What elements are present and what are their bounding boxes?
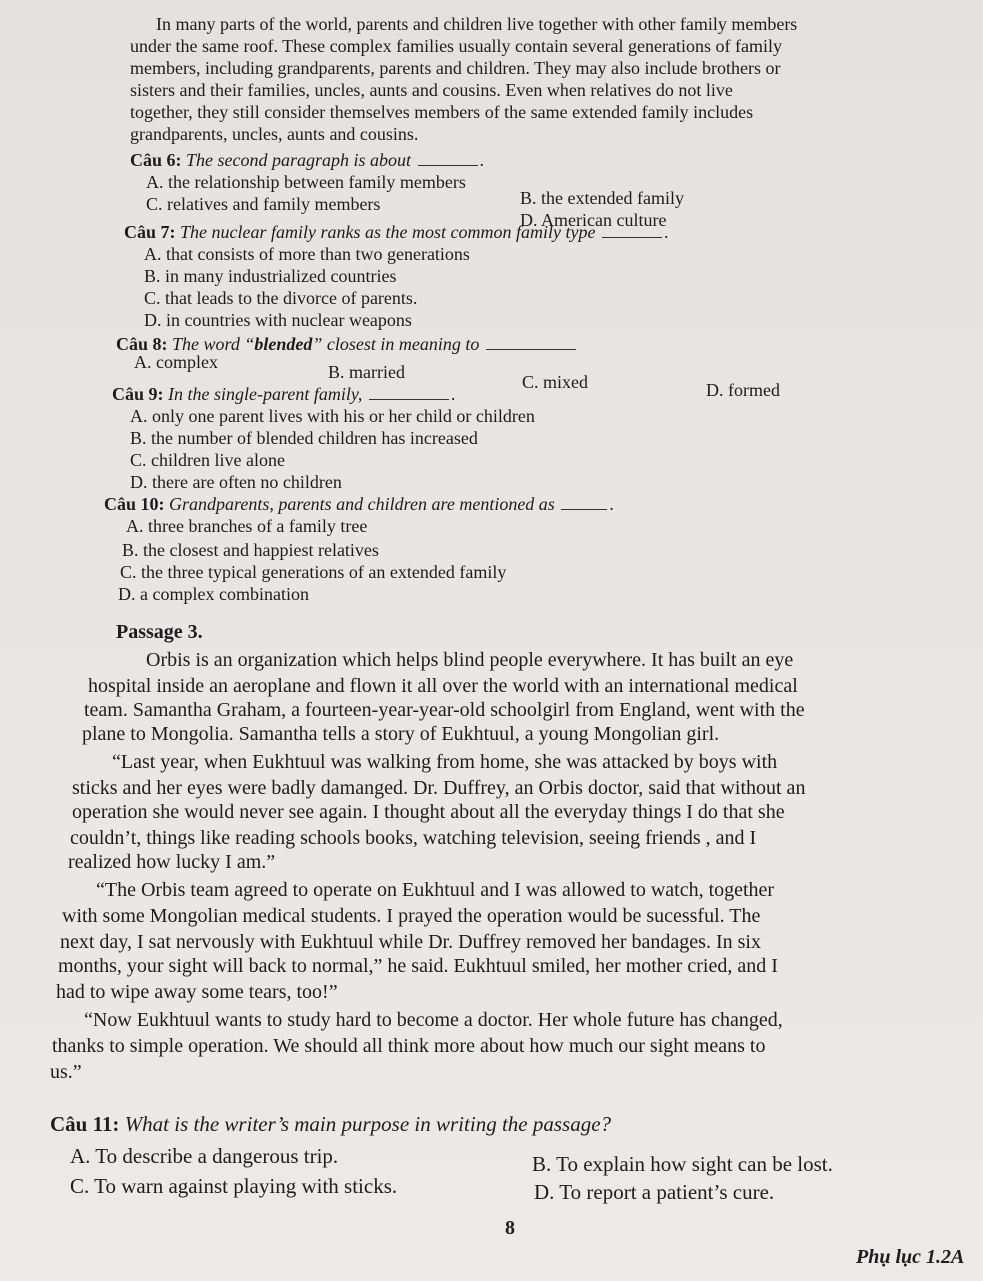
stem-part: ” closest in meaning to bbox=[312, 334, 480, 354]
passage3-line: sticks and her eyes were badly damanged. Dr. Duffrey, an Orbis doctor, said that without an bbox=[72, 777, 806, 799]
option-a: A. complex bbox=[134, 352, 218, 372]
passage3-line: hospital inside an aeroplane and flown it all over the world with an international medical bbox=[88, 675, 798, 697]
option-b: B. To explain how sight can be lost. bbox=[532, 1152, 833, 1176]
question-stem: In the single-parent family, bbox=[168, 384, 363, 404]
question-7 bbox=[124, 222, 668, 242]
option-c: C. the three typical generations of an extended family bbox=[120, 562, 507, 582]
answer-blank bbox=[418, 151, 478, 166]
passage3-line: plane to Mongolia. Samantha tells a story of Eukhtuul, a young Mongolian girl. bbox=[82, 723, 720, 745]
question-stem: Grandparents, parents and children are mentioned as bbox=[169, 494, 555, 514]
question-label: Câu 7: bbox=[124, 222, 176, 242]
passage3-line: “The Orbis team agreed to operate on Eukhtuul and I was allowed to watch, together bbox=[96, 879, 775, 901]
option-a: A. the relationship between family members bbox=[146, 172, 466, 192]
stem-part: The word “ bbox=[172, 334, 255, 354]
question-6 bbox=[130, 150, 484, 170]
option-d: D. formed bbox=[706, 380, 780, 400]
passage3-line: Orbis is an organization which helps blind people everywhere. It has built an eye bbox=[146, 649, 794, 671]
stem-end: . bbox=[663, 222, 669, 242]
passage2-line: under the same roof. These complex families usually contain several generations of family bbox=[130, 36, 782, 56]
passage3-line: operation she would never see again. I thought about all the everyday things I do that she bbox=[72, 801, 785, 823]
question-label: Câu 6: bbox=[130, 150, 182, 170]
question-stem: The second paragraph is about bbox=[186, 150, 412, 170]
passage3-line: “Now Eukhtuul wants to study hard to become a doctor. Her whole future has changed, bbox=[84, 1009, 783, 1031]
answer-blank bbox=[486, 335, 576, 350]
option-d: D. American culture bbox=[520, 210, 667, 230]
passage3-line: realized how lucky I am.” bbox=[68, 851, 276, 873]
passage3-line: thanks to simple operation. We should all think more about how much our sight means to bbox=[52, 1035, 766, 1057]
passage3-line: “Last year, when Eukhtuul was walking from home, she was attacked by boys with bbox=[112, 751, 778, 773]
option-d: D. in countries with nuclear weapons bbox=[144, 310, 412, 330]
question-label: Câu 8: bbox=[116, 334, 168, 354]
passage2-line: together, they still consider themselves members of the same extended family includes bbox=[130, 102, 754, 122]
passage3-line: couldn’t, things like reading schools books, watching television, seeing friends , and I bbox=[70, 827, 757, 849]
option-b: B. in many industrialized countries bbox=[144, 266, 397, 286]
option-c: C. mixed bbox=[522, 372, 588, 392]
passage2-line: sisters and their families, uncles, aunts and cousins. Even when relatives do not live bbox=[130, 80, 733, 100]
passage2-line: members, including grandparents, parents and children. They may also include brothers or bbox=[130, 58, 781, 78]
option-a: A. To describe a dangerous trip. bbox=[70, 1144, 339, 1168]
page-number: 8 bbox=[505, 1217, 515, 1239]
passage3-line: months, your sight will back to normal,” he said. Eukhtuul smiled, her mother cried, and I bbox=[58, 955, 778, 977]
passage2-line: grandparents, uncles, aunts and cousins. bbox=[130, 124, 419, 144]
question-stem: What is the writer’s main purpose in writing the passage? bbox=[124, 1112, 612, 1136]
stem-end: . bbox=[609, 494, 614, 514]
stem-end: . bbox=[479, 150, 485, 170]
option-c: C. To warn against playing with sticks. bbox=[70, 1174, 398, 1198]
option-a: A. three branches of a family tree bbox=[126, 516, 368, 536]
stem-end: . bbox=[450, 384, 456, 404]
highlighted-word: blended bbox=[254, 334, 313, 354]
question-label: Câu 11: bbox=[50, 1112, 120, 1136]
passage3-line: had to wipe away some tears, too!” bbox=[56, 981, 338, 1003]
option-d: D. To report a patient’s cure. bbox=[534, 1180, 775, 1204]
passage3-line: us.” bbox=[50, 1061, 82, 1083]
question-9 bbox=[112, 384, 455, 404]
question-label: Câu 10: bbox=[104, 494, 165, 514]
question-label: Câu 9: bbox=[112, 384, 164, 404]
option-b: B. the extended family bbox=[520, 188, 684, 208]
appendix-label: Phụ lục 1.2A bbox=[856, 1246, 965, 1268]
question-10 bbox=[104, 494, 614, 514]
answer-blank bbox=[561, 495, 607, 510]
passage3-line: team. Samantha Graham, a fourteen-year-year-old schoolgirl from England, went with the bbox=[84, 699, 805, 721]
passage-title: Passage 3. bbox=[116, 621, 203, 643]
passage3-line: with some Mongolian medical students. I prayed the operation would be sucessful. The bbox=[62, 905, 761, 927]
question-stem: The nuclear family ranks as the most common family type bbox=[180, 222, 596, 242]
passage3-line: next day, I sat nervously with Eukhtuul while Dr. Duffrey removed her bandages. In six bbox=[60, 931, 761, 953]
answer-blank bbox=[369, 385, 449, 400]
option-d: D. a complex combination bbox=[118, 584, 309, 604]
option-c: C. that leads to the divorce of parents. bbox=[144, 288, 418, 308]
answer-blank bbox=[602, 223, 662, 238]
passage2-line: In many parts of the world, parents and children live together with other family members bbox=[156, 14, 798, 34]
option-a: A. that consists of more than two generations bbox=[144, 244, 470, 264]
option-a: A. only one parent lives with his or her child or children bbox=[130, 406, 535, 426]
option-b: B. the closest and happiest relatives bbox=[122, 540, 379, 560]
question-11 bbox=[50, 1112, 611, 1136]
option-c: C. children live alone bbox=[130, 450, 285, 470]
option-b: B. the number of blended children has increased bbox=[130, 428, 478, 448]
option-d: D. there are often no children bbox=[130, 472, 342, 492]
option-c: C. relatives and family members bbox=[146, 194, 381, 214]
option-b: B. married bbox=[328, 362, 405, 382]
question-8 bbox=[116, 334, 578, 354]
